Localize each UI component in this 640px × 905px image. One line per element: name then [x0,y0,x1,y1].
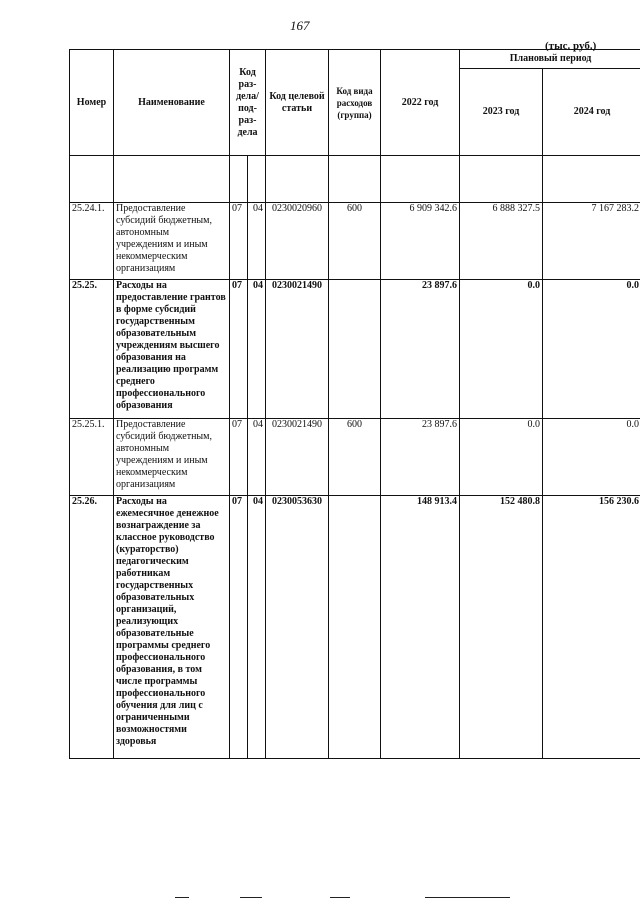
row-2024: 156 230.6 [543,496,640,759]
row-subsection: 04 [248,203,266,280]
footer-rule [425,897,510,898]
row-2022: 23 897.6 [381,280,460,419]
row-2023: 152 480.8 [460,496,543,759]
row-target: 0230020960 [266,203,329,280]
row-section: 07 [230,496,248,759]
footer-rule [240,897,262,898]
table-row [70,496,640,759]
header-name: Наименование [114,50,230,156]
row-section: 07 [230,419,248,496]
row-2023: 0.0 [460,280,543,419]
row-2023: 6 888 327.5 [460,203,543,280]
row-target: 0230053630 [266,496,329,759]
header-target: Код целевой статьи [266,50,329,156]
row-expense [329,280,381,419]
row-expense [329,496,381,759]
table-row [70,280,640,419]
table-header [70,50,640,156]
row-2024: 0.0 [543,280,640,419]
header-number: Номер [70,50,114,156]
row-subsection: 04 [248,419,266,496]
row-name: Расходы на ежемесячное денежное вознаграждение за классное руководство (кураторство) педагогическим работникам государственных образовательных организаций, реализующих образовательные программы среднего профессионального образования, в том числе программы профессионального обучения для лиц с ограниченными возможностями здоровья [114,496,230,759]
row-2024: 7 167 283.2 [543,203,640,280]
row-2022: 6 909 342.6 [381,203,460,280]
row-number: 25.26. [70,496,114,759]
units-label: (тыс. руб.) [545,40,597,52]
row-target: 0230021490 [266,280,329,419]
header-plan-period: Плановый период [460,50,640,69]
row-subsection: 04 [248,496,266,759]
header-section: Код раз-дела/ под-раз-дела [230,50,266,156]
row-section: 07 [230,203,248,280]
row-name: Предоставление субсидий бюджетным, автономным учреждениям и иным некоммерческим организациям [114,419,230,496]
row-expense: 600 [329,203,381,280]
row-name: Предоставление субсидий бюджетным, автономным учреждениям и иным некоммерческим организациям [114,203,230,280]
row-expense: 600 [329,419,381,496]
table-row [70,203,640,280]
row-section: 07 [230,280,248,419]
row-2022: 148 913.4 [381,496,460,759]
row-target: 0230021490 [266,419,329,496]
row-2023: 0.0 [460,419,543,496]
header-expense: Код вида расходов (группа) [329,50,381,156]
row-subsection: 04 [248,280,266,419]
row-name: Расходы на предоставление грантов в форме субсидий государственным образовательным учреждениям высшего образования на реализацию программ среднего профессионального образования [114,280,230,419]
header-2022: 2022 год [381,50,460,156]
footer-rule [175,897,189,898]
row-number: 25.25.1. [70,419,114,496]
header-spacer-row [70,156,640,203]
budget-table [69,49,640,759]
page-number: 167 [290,18,310,33]
row-2022: 23 897.6 [381,419,460,496]
table-row [70,419,640,496]
row-number: 25.25. [70,280,114,419]
footer-rule [330,897,350,898]
row-number: 25.24.1. [70,203,114,280]
row-2024: 0.0 [543,419,640,496]
header-2024: 2024 год [543,69,640,156]
header-2023: 2023 год [460,69,543,156]
